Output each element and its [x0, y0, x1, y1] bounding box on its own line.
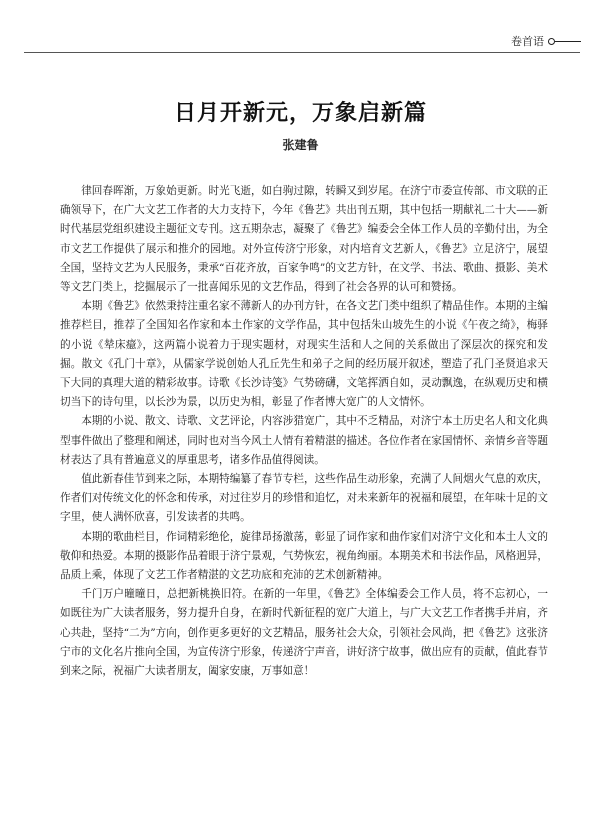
article-author: 张建鲁	[282, 138, 319, 152]
section-label: 卷首语	[511, 35, 544, 48]
header-rule	[24, 52, 580, 53]
paragraph: 律回春晖渐，万象始更新。时光飞逝，如白驹过隙，转瞬又到岁尾。在济宁市委宣传部、市文联的正确领导下，在广大文艺工作者的大力支持下，今年《鲁艺》共出刊五期，其中包括一期献礼二十大——新时代基层党组织建设主题征文专刊。这五期杂志，凝聚了《鲁艺》编委会全体工作人员的辛勤付出，为全市文艺工作提供了展示和推介的园地。对外宣传济宁形象，对内培育文艺新人，《鲁艺》立足济宁，展望全国，坚持文艺为人民服务，秉承“百花齐放，百家争鸣”的文艺方针，在文学、书法、歌曲、摄影、美术等文艺门类上，挖掘展示了一批喜闻乐见的文艺作品，得到了社会各界的认可和赞扬。	[60, 185, 548, 294]
section-tag	[511, 32, 581, 50]
article-title: 日月开新元，万象启新篇	[173, 101, 427, 126]
paragraph: 千门万户曈曈日，总把新桃换旧符。在新的一年里，《鲁艺》全体编委会工作人员，将不忘初心，一如既往为广大读者服务，努力提升自身，在新时代新征程的宽广大道上，与广大文艺工作者携手并肩，齐心共赴，坚持“二为”方向，创作更多更好的文艺精品，服务社会大众，引领社会风尚，把《鲁艺》这张济宁市的文化名片推向全国，为宣传济宁形象，传递济宁声音，讲好济宁故事，做出应有的贡献，值此春节到来之际，祝福广大读者朋友，阖家安康，万事如意！	[60, 588, 548, 678]
paragraph: 本期的歌曲栏目，作词精彩绝伦，旋律昂扬激荡，彰显了词作家和曲作家们对济宁文化和本土人文的敬仰和热爱。本期的摄影作品着眼于济宁景观，气势恢宏，视角绚丽。本期美术和书法作品，风格迥异，品质上乘，体现了文艺工作者精湛的文艺功底和充沛的艺术创新精神。	[60, 530, 548, 582]
circle-line-ornament-icon	[548, 38, 581, 45]
paragraph: 本期《鲁艺》依然秉持注重名家不薄新人的办刊方针，在各文艺门类中组织了精品佳作。本期的主编推荐栏目，推荐了全国知名作家和本土作家的文学作品，其中包括朱山坡先生的小说《午夜之绮》，梅驿的小说《辇床癔》，这两篇小说着力于现实题材，对现实生活和人之间的关系做出了深层次的探究和发掘。散文《孔门十章》，从儒家学说创始人孔丘先生和弟子之间的经历展开叙述，塑造了孔门圣贤追求天下大同的真理大道的精彩故事。诗歌《长沙诗笺》气势磅礴，文笔挥洒自如，灵动飘逸，在纵观历史和横切当下的诗句里，以长沙为景，以历史为相，彰显了作者博大宽广的人文情怀。	[60, 300, 548, 409]
article-body	[60, 182, 548, 681]
paragraph: 本期的小说、散文、诗歌、文艺评论，内容涉猎宽广，其中不乏精品，对济宁本土历史名人和文化典型事件做出了整理和阐述，同时也对当今风土人情有着精湛的描述。各位作者在家国情怀、亲情乡音等题材表达了具有普遍意义的厚重思考，诸多作品值得阅读。	[60, 415, 548, 466]
paragraph: 值此新春佳节到来之际，本期特编纂了春节专栏，这些作品生动形象，充满了人间烟火气息的欢庆，作者们对传统文化的怀念和传承，对过往岁月的珍惜和追忆，对未来新年的祝福和展望，在年味十足的文字里，使人满怀欣喜，引发读者的共鸣。	[60, 473, 548, 524]
